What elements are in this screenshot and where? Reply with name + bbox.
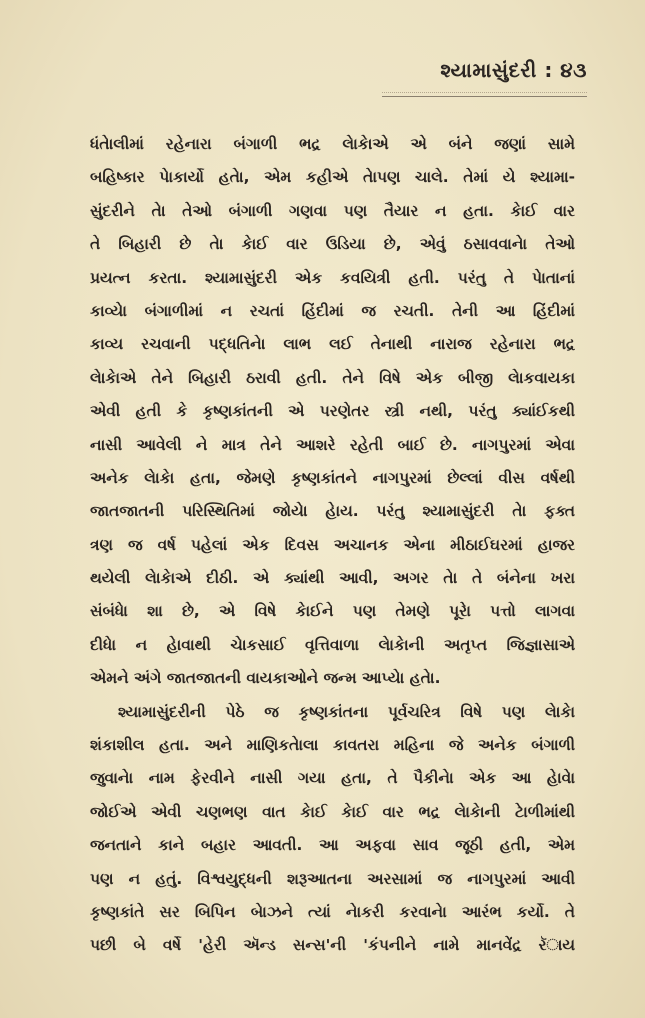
text-line: ધંતેાલીમાં રહેનારા બંગાળી ભદ્ર લેાકેાએ એ બંને જણાં સામે — [90, 135, 575, 153]
text-line: જુવાનેા નામ ફેરવીને નાસી ગયા હતા, તે પૈકીનેા એક આ હેાવેા — [90, 769, 575, 788]
paragraph-1 — [90, 128, 575, 696]
text-line: પણ ન હતું. વિશ્વયુદ્ધની શરૂઆતના અરસામાં જ નાગપુરમાં આવી — [90, 869, 575, 888]
text-line: એવી હતી કે કૃષ્ણકાંતની એ પરણેતર સ્ત્રી નથી, પરંતુ ક્યાંઈકથી — [90, 402, 575, 421]
text-line: નાસી આવેલી ને માત્ર તેને આશરે રહેતી બાઈ છે. નાગપુરમાં એવા — [90, 435, 575, 454]
text-line: થયેલી લેાકેાએ દીઠી. એ ક્યાંથી આવી, અગર તેા તે બંનેના ખરા — [90, 569, 575, 588]
text-line: પ્રયત્ન કરતા. શ્યામાસુંદરી એક કવયિત્રી હતી. પરંતુ તે પેાતાનાં — [90, 268, 575, 287]
paragraph-2 — [90, 696, 575, 963]
text-line: જોઈએ એવી ચણભણ વાત કેાઈ કેાઈ વાર ભદ્ર લેાકેાની ટેાળીમાંથી — [90, 802, 575, 821]
text-line: પછી બે વર્ષે 'હેરી ઍન્ડ સન્સ'ની 'કંપનીને નામે માનવેંદ્ર રૅાય — [90, 936, 575, 955]
text-line: સંબંધેા શા છે, એ વિષે કેાઈને પણ તેમણે પૂરેા પત્તો લાગવા — [90, 602, 575, 621]
body-text — [90, 128, 575, 963]
running-head: શ્યામાસુંદરી : ૪૩ — [440, 58, 587, 82]
text-line: બહિષ્કાર પેાકાર્યો હતેા, એમ કહીએ તેાપણ ચાલે. તેમાં યે શ્યામા- — [90, 168, 575, 187]
header-rule — [382, 92, 587, 97]
text-line: જનતાને કાને બહાર આવતી. આ અફવા સાવ જૂઠી હતી, એમ — [90, 836, 575, 855]
text-line: અનેક લેાકેા હતા, જેમણે કૃષ્ણકાંતને નાગપુરમાં છેલ્લાં વીસ વર્ષથી — [90, 468, 575, 487]
text-line: કૃષ્ણકાંતે સર બિપિન બેાઝને ત્યાં નેાકરી કરવાનેા આરંભ કર્યો. તે — [90, 902, 575, 921]
text-line: સુંદરીને તેા તેઓ બંગાળી ગણવા પણ તૈયાર ન હતા. કેાઈ વાર — [90, 201, 575, 220]
text-line: ત્રણ જ વર્ષ પહેલાં એક દિવસ અચાનક એના મીઠાઈઘરમાં હાજર — [90, 535, 575, 554]
text-line: કાવ્યેા બંગાળીમાં ન રચતાં હિંદીમાં જ રચતી. તેની આ હિંદીમાં — [90, 301, 575, 320]
text-line: દીધેા ન હેાવાથી ચેાકસાઈ વૃત્તિવાળા લેાકેાની અતૃપ્ત જિજ્ઞાસાએ — [90, 635, 575, 654]
text-line: લેાકેાએ તેને બિહારી ઠરાવી હતી. તેને વિષે એક બીજી લેાકવાયકા — [90, 368, 575, 387]
text-line: શંકાશીલ હતા. અને માણિકતેાલા કાવતરા મહિના જે અનેક બંગાળી — [90, 736, 575, 755]
text-line: એમને અંગે જાતજાતની વાયકાઓને જન્મ આપ્યેા હતેા. — [90, 669, 441, 688]
text-line: કાવ્ય રચવાની પદ્ધતિનેા લાભ લઈ તેનાથી નારાજ રહેનારા ભદ્ર — [90, 335, 575, 354]
text-line: શ્યામાસુંદરીની પેઠે જ કૃષ્ણકાંતના પૂર્વચરિત્ર વિષે પણ લેાકેા — [118, 702, 575, 721]
text-line: જાતજાતની પરિસ્થિતિમાં જોયેા હેાય. પરંતુ શ્યામાસુંદરી તેા ફક્ત — [90, 502, 575, 521]
text-line: તે બિહારી છે તેા કેાઈ વાર ઉડિયા છે, એવું ઠસાવવાનેા તેઓ — [90, 235, 575, 254]
